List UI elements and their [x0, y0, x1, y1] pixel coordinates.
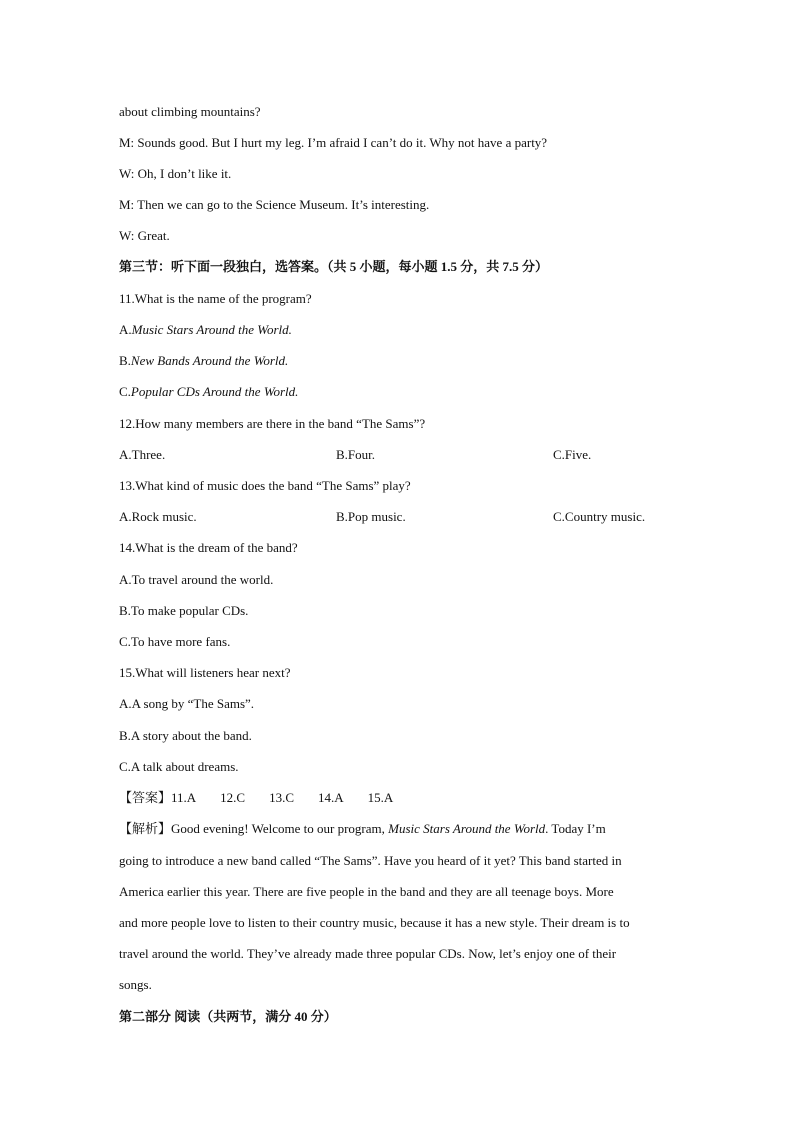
option-text: Music Stars Around the World. [131, 322, 292, 337]
analysis-text: Good evening! Welcome to our program, [171, 821, 389, 836]
option-prefix: A. [119, 322, 132, 337]
answer-item: 15.A [367, 790, 394, 805]
question-15-stem: 15.What will listeners hear next? [119, 665, 291, 680]
answer-item: 13.C [269, 790, 295, 805]
question-14-option-b: B.To make popular CDs. [119, 603, 249, 618]
question-11-option-a [119, 321, 292, 339]
answer-item: 11.A [171, 790, 197, 805]
question-15-option-c: C.A talk about dreams. [119, 759, 239, 774]
part2-heading: 第二部分 阅读（共两节，满分 40 分） [119, 1009, 337, 1024]
option-prefix: C. [119, 384, 131, 399]
question-12-option-b: B.Four. [336, 447, 376, 462]
option-text: New Bands Around the World. [130, 353, 289, 368]
analysis-line-4: and more people love to listen to their country music, because it has a new style. Their dream is to [119, 915, 630, 930]
section3-heading: 第三节：听下面一段独白，选答案。（共 5 小题，每小题 1.5 分，共 7.5 分） [119, 259, 549, 274]
dialogue-line-2: M: Sounds good. But I hurt my leg. I’m afraid I can’t do it. Why not have a party? [119, 135, 548, 150]
question-12-option-a: A.Three. [119, 447, 166, 462]
dialogue-line-5: W: Great. [119, 228, 170, 243]
program-name: Music Stars Around the World [388, 821, 546, 836]
analysis-label: 【解析】 [119, 821, 172, 836]
question-12-option-c: C.Five. [553, 447, 592, 462]
dialogue-line-1: about climbing mountains? [119, 104, 261, 119]
question-12-stem: 12.How many members are there in the band “The Sams”? [119, 416, 426, 431]
analysis-text: . Today I’m [545, 821, 606, 836]
analysis-line-3: America earlier this year. There are five people in the band and they are all teenage boys. More [119, 884, 614, 899]
option-prefix: B. [119, 353, 131, 368]
analysis-line-6: songs. [119, 977, 152, 992]
question-14-stem: 14.What is the dream of the band? [119, 540, 298, 555]
option-text: Popular CDs Around the World. [130, 384, 299, 399]
question-13-option-c: C.Country music. [553, 509, 646, 524]
question-13-option-a: A.Rock music. [119, 509, 197, 524]
answer-item: 14.A [318, 790, 344, 805]
question-13-option-b: B.Pop music. [336, 509, 406, 524]
question-11-option-b [119, 352, 288, 370]
dialogue-line-4: M: Then we can go to the Science Museum. It’s interesting. [119, 197, 430, 212]
answer-label: 【答案】 [119, 790, 172, 805]
dialogue-line-3: W: Oh, I don’t like it. [119, 166, 232, 181]
analysis-line-2: going to introduce a new band called “The Sams”. Have you heard of it yet? This band started in [119, 853, 622, 868]
answer-key [119, 789, 393, 807]
analysis-line-5: travel around the world. They’ve already made three popular CDs. Now, let’s enjoy one of their [119, 946, 617, 961]
question-14-option-c: C.To have more fans. [119, 634, 231, 649]
question-14-option-a: A.To travel around the world. [119, 572, 274, 587]
question-11-option-c [119, 383, 298, 401]
question-13-stem: 13.What kind of music does the band “The Sams” play? [119, 478, 411, 493]
question-15-option-b: B.A story about the band. [119, 728, 252, 743]
question-15-option-a: A.A song by “The Sams”. [119, 696, 255, 711]
answer-item: 12.C [220, 790, 246, 805]
analysis-line-1 [119, 820, 606, 838]
question-11-stem: 11.What is the name of the program? [119, 291, 312, 306]
